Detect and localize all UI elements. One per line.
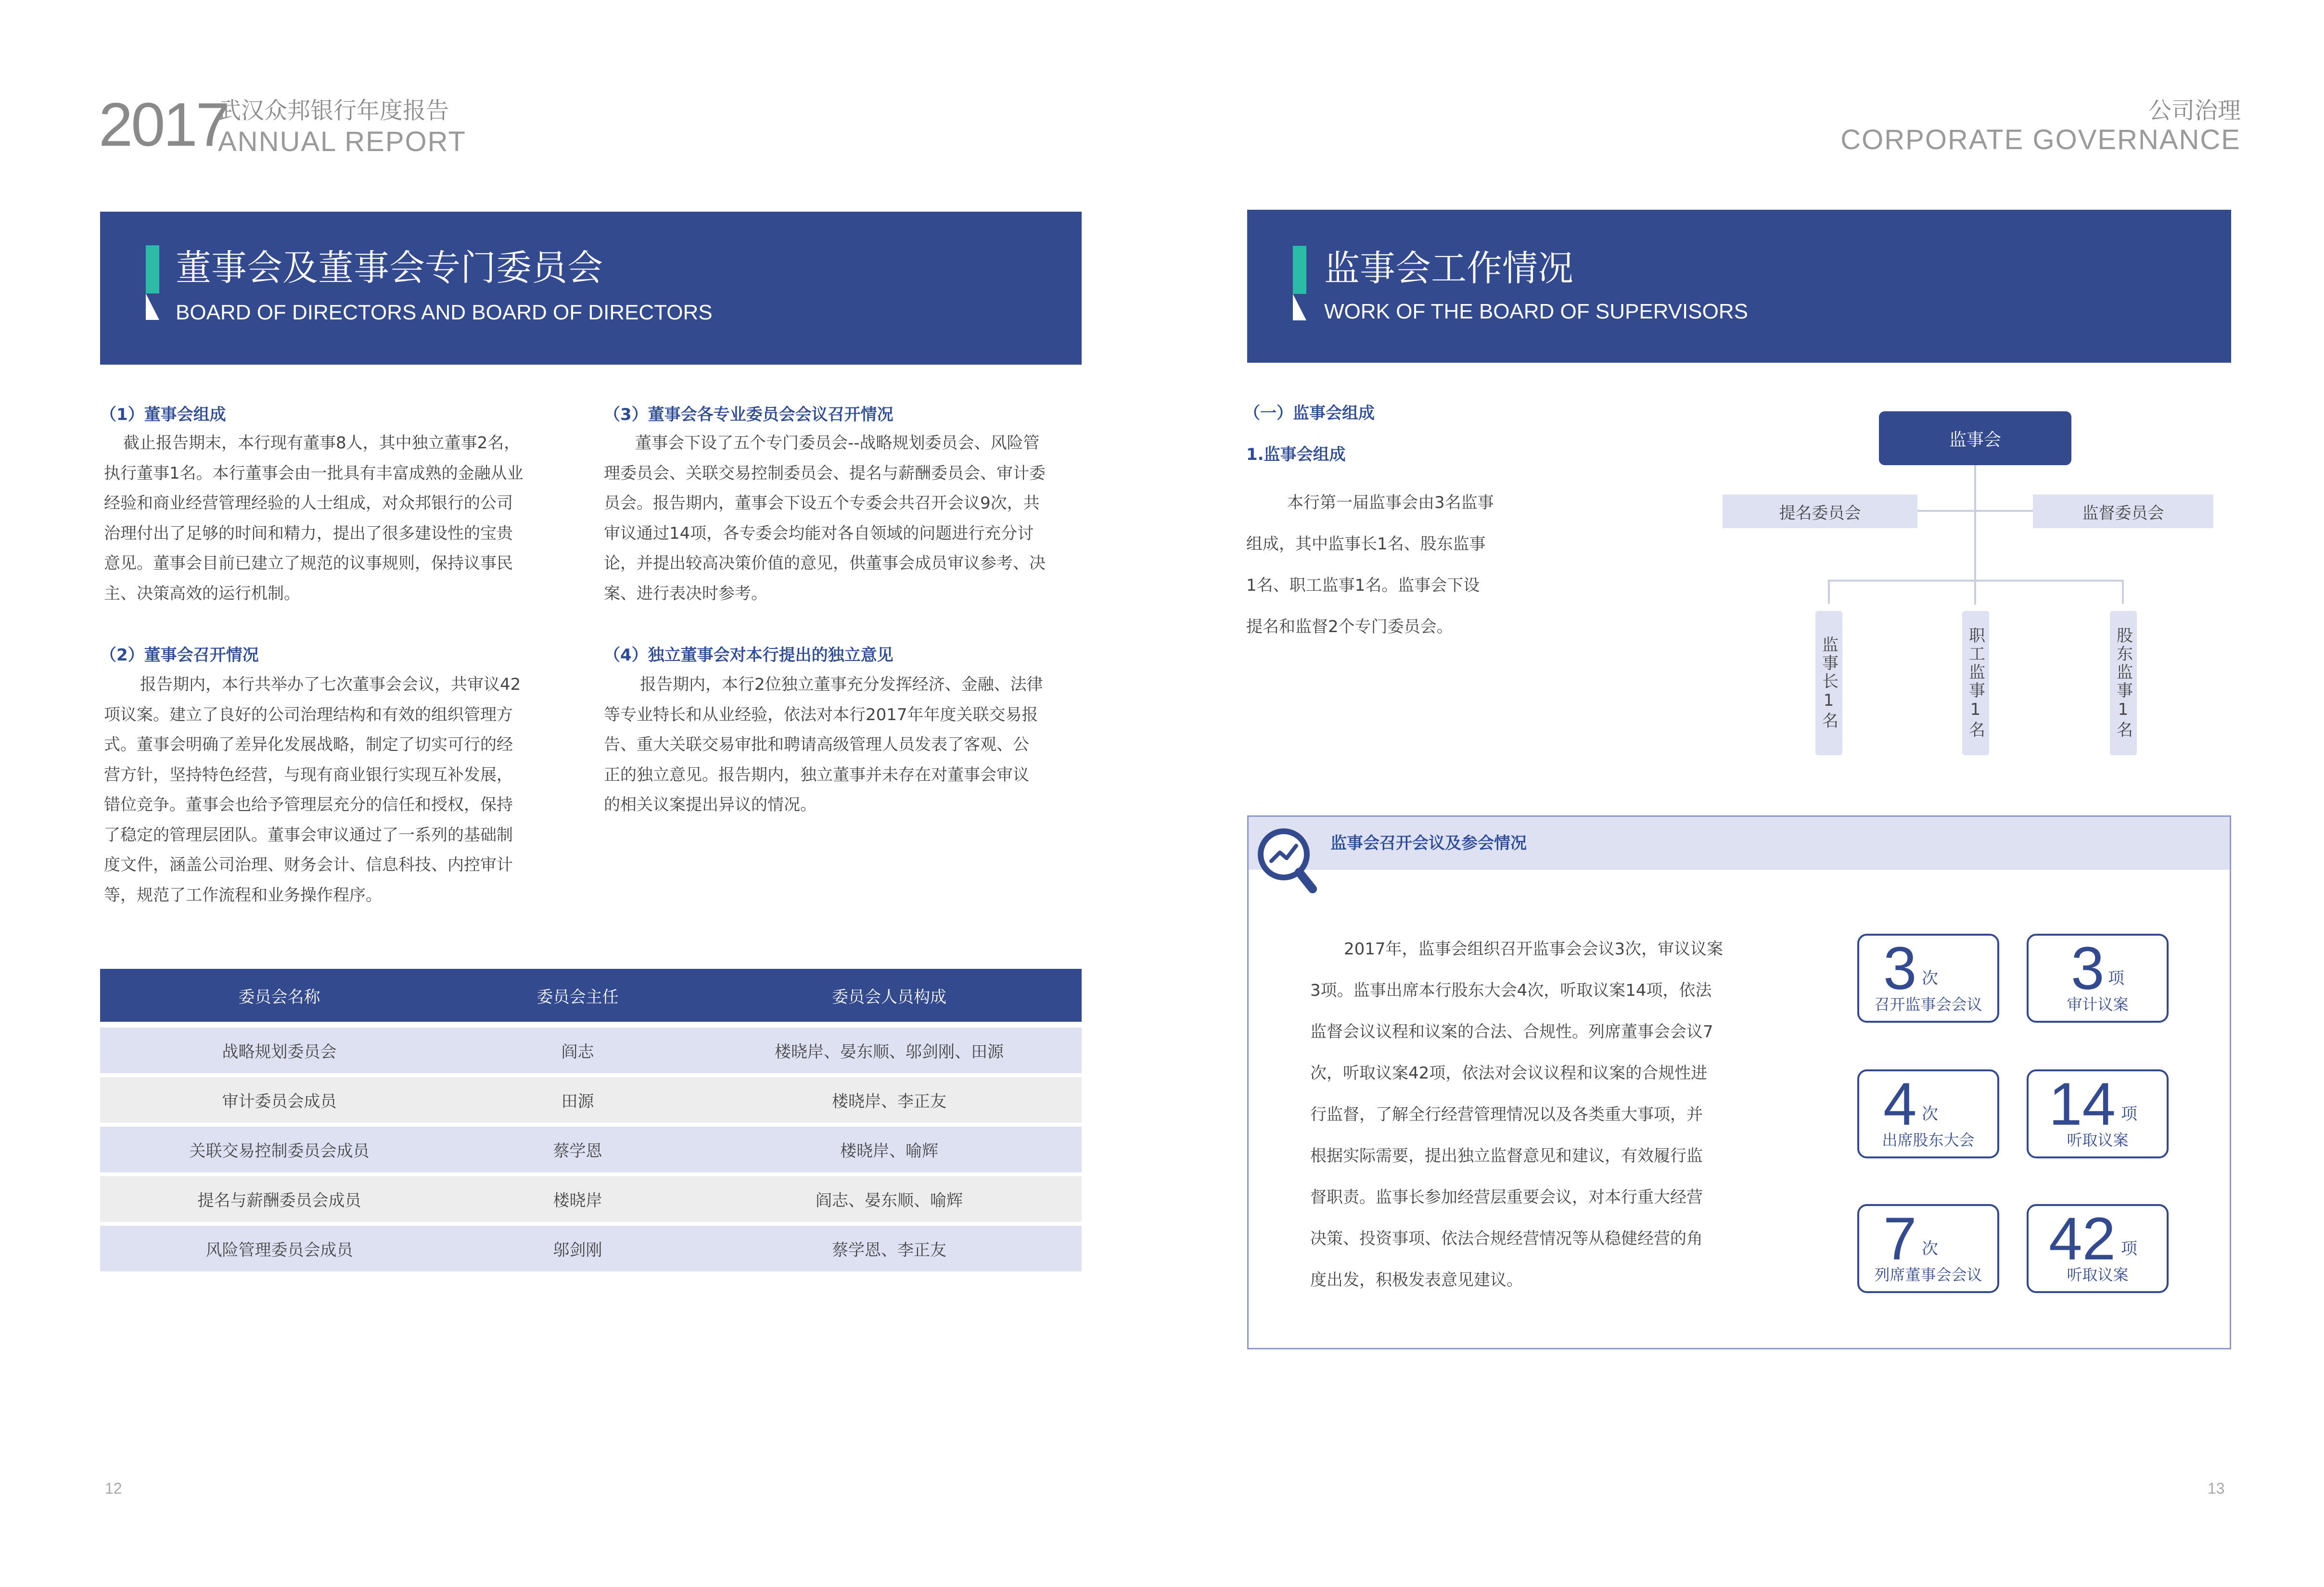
section-board-composition-text <box>104 428 549 609</box>
table-cell: 田源 <box>561 1092 594 1111</box>
text-line: 决策、投资事项、依法合规经营情况等从稳健经营的角 <box>1310 1229 1703 1248</box>
stat-label: 出席股东大会 <box>1882 1131 1975 1149</box>
text-line: 3项。监事出席本行股东大会4次，听取议案14项，依法 <box>1310 981 1712 1000</box>
table-cell: 蔡学恩、李正友 <box>832 1241 946 1260</box>
text-line: 截止报告期末，本行现有董事8人，其中独立董事2名， <box>123 433 521 453</box>
banner-accent-icon <box>1293 246 1306 320</box>
board-banner <box>100 212 1082 365</box>
text-line: 报告期内，本行2位独立董事充分发挥经济、金融、法律 <box>640 675 1043 694</box>
stat-card-board-proposals-heard <box>2027 1204 2169 1293</box>
text-line: 主、决策高效的运行机制。 <box>104 584 300 603</box>
section-committee-meetings-text <box>604 428 1084 609</box>
supervisors-banner <box>1247 210 2231 363</box>
org-connector <box>1828 580 1830 604</box>
report-title-cn: 武汉众邦银行年度报告 <box>218 97 449 124</box>
committee-table <box>100 969 1082 1275</box>
table-cell: 楼晓岸、喻辉 <box>840 1142 938 1161</box>
page-number-right: 13 <box>2208 1480 2225 1497</box>
section-title-en: CORPORATE GOVERNANCE <box>1840 124 2241 155</box>
table-header-cell: 委员会主任 <box>536 987 619 1007</box>
meetings-panel <box>1247 815 2231 1349</box>
text-line: 监督会议议程和议案的合法、合规性。列席董事会会议7 <box>1310 1022 1713 1041</box>
table-cell: 风险管理委员会成员 <box>205 1241 353 1260</box>
text-line: 1名、职工监事1名。监事会下设 <box>1246 576 1480 595</box>
table-header-cell: 委员会名称 <box>238 987 320 1007</box>
text-line: 度出发，积极发表意见建议。 <box>1310 1270 1523 1290</box>
text-line: 根据实际需要，提出独立监督意见和建议，有效履行监 <box>1310 1146 1703 1166</box>
section-board-composition-title: （1）董事会组成 <box>100 405 226 424</box>
text-line: 董事会下设了五个专门委员会--战略规划委员会、风险管 <box>635 433 1040 453</box>
stat-number: 14 <box>2049 1071 2116 1138</box>
banner-accent-icon <box>146 245 159 320</box>
text-line: 等，规范了工作流程和业务操作程序。 <box>104 885 382 905</box>
text-line: 式。董事会明确了差异化发展战略，制定了切实可行的经 <box>104 735 513 754</box>
section-independent-opinion-text <box>604 670 1084 820</box>
org-connector <box>1917 510 2033 512</box>
org-node-nomination-committee: 提名委员会 <box>1723 495 1917 528</box>
table-row <box>100 1176 1082 1222</box>
section-independent-opinion-title: （4）独立董事会对本行提出的独立意见 <box>604 646 894 665</box>
text-line: 了稳定的管理层团队。董事会审议通过了一系列的基础制 <box>104 825 513 845</box>
stat-unit: 项 <box>2121 1105 2137 1124</box>
stat-unit: 项 <box>2121 1239 2137 1258</box>
supervisors-composition-text <box>1246 482 1506 647</box>
text-line: 等专业特长和从业经验，依法对本行2017年年度关联交易报 <box>604 705 1038 724</box>
table-row <box>100 1028 1082 1073</box>
stat-label: 列席董事会会议 <box>1874 1266 1982 1284</box>
text-line: 治理付出了足够的时间和精力，提出了很多建设性的宝贵 <box>104 523 513 543</box>
org-node-employee-supervisor: 职工监事1名 <box>1962 611 1989 755</box>
org-node-supervision-committee: 监督委员会 <box>2033 495 2213 528</box>
text-line: 经验和商业经营管理经验的人士组成，对众邦银行的公司 <box>104 494 513 513</box>
table-cell: 阎志 <box>561 1042 594 1062</box>
org-connector <box>2122 580 2124 604</box>
text-line: 理委员会、关联交易控制委员会、提名与薪酬委员会、审计委 <box>604 463 1046 483</box>
table-row <box>100 1226 1082 1271</box>
text-line: 告、重大关联交易审批和聘请高级管理人员发表了客观、公 <box>604 735 1029 754</box>
report-title-en: ANNUAL REPORT <box>218 126 466 157</box>
text-line: 度文件，涵盖公司治理、财务会计、信息科技、内控审计 <box>104 855 513 875</box>
text-line: 2017年，监事会组织召开监事会会议3次，审议议案 <box>1344 940 1724 959</box>
stat-number: 3 <box>1883 935 1917 1002</box>
table-cell: 战略规划委员会 <box>222 1042 337 1062</box>
text-line: 报告期内，本行共举办了七次董事会会议，共审议42 <box>140 675 521 694</box>
table-header <box>100 969 1082 1022</box>
text-line: 本行第一届监事会由3名监事 <box>1287 493 1494 512</box>
text-line: 次，听取议案42项，依法对会议议程和议案的合规性进 <box>1310 1064 1708 1083</box>
meetings-text <box>1310 928 1724 1301</box>
stat-unit: 次 <box>1922 1239 1938 1258</box>
stat-card-supervisory-meetings <box>1857 934 1999 1023</box>
supervisors-composition-title: （一）监事会组成 <box>1244 404 1375 423</box>
meetings-panel-title: 监事会召开会议及参会情况 <box>1330 834 1527 853</box>
section-committee-meetings-title: （3）董事会各专业委员会会议召开情况 <box>604 405 894 424</box>
table-cell: 关联交易控制委员会成员 <box>189 1142 370 1161</box>
stat-unit: 次 <box>1922 969 1938 988</box>
stat-label: 听取议案 <box>2067 1266 2129 1284</box>
section-board-meetings-text <box>104 670 549 910</box>
table-cell: 楼晓岸 <box>553 1191 602 1210</box>
table-cell: 楼晓岸、晏东顺、邬剑刚、田源 <box>775 1042 1004 1062</box>
stat-number: 3 <box>2071 935 2105 1002</box>
magnifier-chart-icon <box>1256 826 1318 899</box>
supervisors-banner-subtitle: WORK OF THE BOARD OF SUPERVISORS <box>1324 300 1748 323</box>
supervisors-banner-title: 监事会工作情况 <box>1324 248 1573 289</box>
text-line: 员会。报告期内，董事会下设五个专委会共召开会议9次，共 <box>604 494 1040 513</box>
org-node-shareholder-supervisor: 股东监事1名 <box>2110 611 2137 755</box>
text-line: 的相关议案提出异议的情况。 <box>604 795 817 814</box>
text-line: 执行董事1名。本行董事会由一批具有丰富成熟的金融从业 <box>104 463 524 483</box>
text-line: 论，并提出较高决策价值的意见，供董事会成员审议参考、决 <box>604 554 1046 573</box>
stat-label: 召开监事会会议 <box>1874 995 1982 1014</box>
stat-unit: 次 <box>1922 1105 1938 1124</box>
org-node-chief-supervisor: 监事长1名 <box>1815 611 1842 755</box>
table-cell: 审计委员会成员 <box>222 1092 337 1111</box>
text-line: 意见。董事会目前已建立了规范的议事规则，保持议事民 <box>104 554 513 573</box>
table-cell: 蔡学恩 <box>553 1142 602 1161</box>
stat-number: 42 <box>2049 1206 2116 1272</box>
report-year: 2017 <box>99 90 228 159</box>
stat-card-shareholder-meetings <box>1857 1069 1999 1158</box>
text-line: 正的独立意见。报告期内，独立董事并未存在对董事会审议 <box>604 765 1029 785</box>
section-title-cn: 公司治理 <box>2148 97 2241 124</box>
stat-number: 4 <box>1883 1071 1917 1138</box>
stat-number: 7 <box>1883 1206 1917 1272</box>
table-row <box>100 1127 1082 1172</box>
text-line: 错位竞争。董事会也给予管理层充分的信任和授权，保持 <box>104 795 513 814</box>
section-board-meetings-title: （2）董事会召开情况 <box>100 646 259 665</box>
supervisors-composition-subtitle: 1.监事会组成 <box>1246 445 1346 464</box>
text-line: 项议案。建立了良好的公司治理结构和有效的组织管理方 <box>104 705 513 724</box>
table-header-cell: 委员会人员构成 <box>832 987 946 1007</box>
stat-card-proposals-reviewed <box>2027 934 2169 1023</box>
table-row <box>100 1077 1082 1123</box>
board-banner-subtitle: BOARD OF DIRECTORS AND BOARD OF DIRECTORS <box>176 301 713 324</box>
text-line: 督职责。监事长参加经营层重要会议，对本行重大经营 <box>1310 1188 1703 1207</box>
text-line: 案、进行表决时参考。 <box>604 584 767 603</box>
stat-card-proposals-heard <box>2027 1069 2169 1158</box>
org-connector <box>1974 465 1976 605</box>
page-number-left: 12 <box>105 1480 122 1497</box>
text-line: 行监督，了解全行经营管理情况以及各类重大事项，并 <box>1310 1105 1703 1124</box>
org-connector <box>1828 580 2124 582</box>
text-line: 组成，其中监事长1名、股东监事 <box>1246 534 1486 554</box>
org-node-supervisory-board: 监事会 <box>1879 411 2071 465</box>
text-line: 审议通过14项，各专委会均能对各自领域的问题进行充分讨 <box>604 523 1034 543</box>
stat-card-board-meetings-attended <box>1857 1204 1999 1293</box>
table-cell: 楼晓岸、李正友 <box>832 1092 946 1111</box>
stat-label: 审计议案 <box>2067 995 2129 1014</box>
stat-label: 听取议案 <box>2067 1131 2129 1149</box>
table-cell: 邬剑刚 <box>553 1241 602 1260</box>
text-line: 营方针，坚持特色经营，与现有商业银行实现互补发展， <box>104 765 513 785</box>
text-line: 提名和监督2个专门委员会。 <box>1246 617 1453 636</box>
table-cell: 阎志、晏东顺、喻辉 <box>816 1191 963 1210</box>
table-cell: 提名与薪酬委员会成员 <box>197 1191 361 1210</box>
board-banner-title: 董事会及董事会专门委员会 <box>176 247 603 289</box>
stat-unit: 项 <box>2108 969 2124 988</box>
